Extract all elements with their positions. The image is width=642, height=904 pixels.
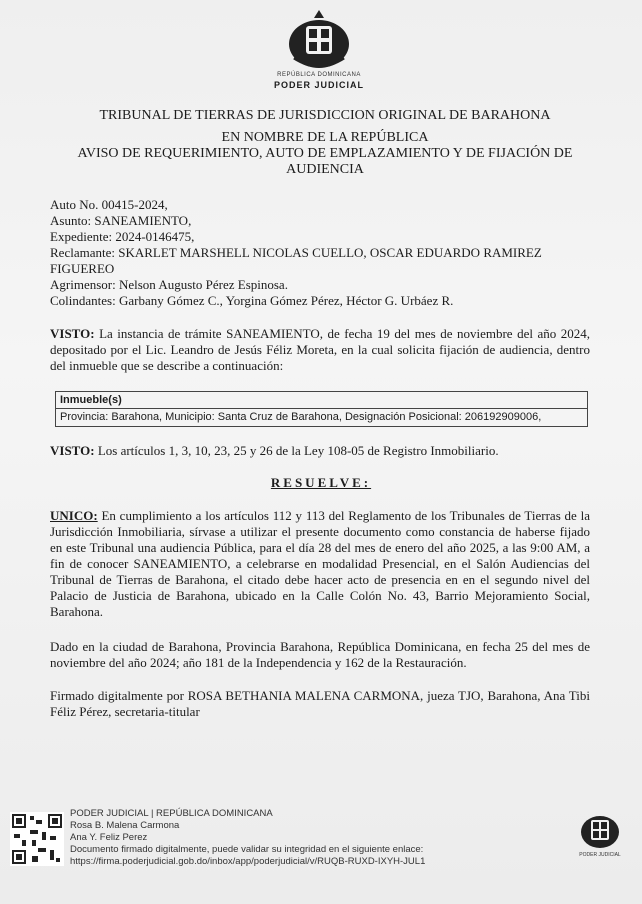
- footer-seal-label: PODER JUDICIAL: [579, 852, 621, 858]
- inmueble-row: Provincia: Barahona, Municipio: Santa Cruz de Barahona, Designación Posicional: 206192909006,: [60, 411, 542, 423]
- heading-line-2: AVISO DE REQUERIMIENTO, AUTO DE EMPLAZAMIENTO Y DE FIJACIÓN DE: [77, 146, 573, 161]
- resuelve-heading: RESUELVE:: [270, 475, 372, 490]
- visto-label: VISTO:: [50, 443, 95, 458]
- visto-label: VISTO:: [50, 326, 95, 341]
- footer-validation-link[interactable]: https://firma.poderjudicial.gob.do/inbox/app/poderjudicial/v/RUQB-RUXD-IXYH-JUL1: [70, 856, 426, 867]
- inmueble-table: [55, 391, 588, 427]
- heading-line-1: EN NOMBRE DE LA REPÚBLICA: [221, 130, 429, 145]
- coat-of-arms-icon: [578, 810, 622, 850]
- org-country: REPÚBLICA DOMINICANA: [277, 72, 361, 78]
- footer-org: PODER JUDICIAL | REPÚBLICA DOMINICANA: [70, 808, 273, 819]
- visto-paragraph-2: [50, 443, 590, 459]
- coat-of-arms-icon: [284, 8, 354, 72]
- asunto: Asunto: SANEAMIENTO,: [50, 213, 192, 228]
- signature-footer: [10, 808, 632, 888]
- firmado-paragraph: Firmado digitalmente por ROSA BETHANIA MALENA CARMONA, jueza TJO, Barahona, Ana Tibi Féliz Pérez, secretaria-titular: [50, 688, 590, 719]
- footer-text: [70, 808, 540, 868]
- tribunal-title: TRIBUNAL DE TIERRAS DE JURISDICCION ORIGINAL DE BARAHONA: [99, 108, 551, 123]
- case-metadata: [50, 197, 620, 309]
- expediente: Expediente: 2024-0146475,: [50, 229, 195, 244]
- unico-text: En cumplimiento a los artículos 112 y 113 del Reglamento de los Tribunales de Tierras de la Jurisdicción Inmobiliaria, sírvase a utilizar el presente documento como constancia de haberse fijado en este Tribunal una audiencia Pública, para el día 28 del mes de enero del año 2025, a las 9:00 AM, a fin de conocer SANEAMIENTO, a celebrarse en modalidad Presencial, en el Salón Audiencias del Tribunal de Tierras de Barahona, el citado debe hacer acto de presencia en en el segundo nivel del Palacio de Justicia de Barahona, ubicado en la Calle Colón No. 43, Barrio Mejoramiento Social, Barahona.: [50, 508, 590, 619]
- agrimensor: Agrimensor: Nelson Augusto Pérez Espinosa.: [50, 277, 288, 292]
- unico-label: UNICO:: [50, 508, 98, 523]
- footer-signer-2: Ana Y. Feliz Perez: [70, 832, 148, 843]
- visto-text: La instancia de trámite SANEAMIENTO, de fecha 19 del mes de noviembre del año 2024, depositado por el Lic. Leandro de Jesús Féliz Moreta, en la cual solicita fijación de audiencia, dentro del inmueble que se describe a continuación:: [50, 326, 590, 373]
- document-heading: [40, 130, 610, 178]
- reclamante: Reclamante: SKARLET MARSHELL NICOLAS CUELLO, OSCAR EDUARDO RAMIREZ FIGUEREO: [50, 245, 542, 276]
- colindantes: Colindantes: Garbany Gómez C., Yorgina Gómez Pérez, Héctor G. Urbáez R.: [50, 293, 454, 308]
- org-name: PODER JUDICIAL: [273, 80, 364, 90]
- unico-paragraph: [50, 508, 590, 620]
- visto-paragraph-1: [50, 326, 590, 374]
- heading-line-3: AUDIENCIA: [286, 162, 364, 177]
- footer-signer-1: Rosa B. Malena Carmona: [70, 820, 180, 831]
- qr-code-icon[interactable]: [10, 812, 64, 866]
- footer-validation-note: Documento firmado digitalmente, puede validar su integridad en el siguiente enlace:: [70, 844, 424, 855]
- dado-paragraph: Dado en la ciudad de Barahona, Provincia Barahona, República Dominicana, en fecha 25 del mes de noviembre del año 2024; año 181 de la Independencia y 162 de la Restauración.: [50, 639, 590, 670]
- auto-number: Auto No. 00415-2024,: [50, 197, 168, 212]
- visto-text: Los artículos 1, 3, 10, 23, 25 y 26 de la Ley 108-05 de Registro Inmobiliario.: [94, 443, 499, 458]
- inmueble-header: Inmueble(s): [56, 392, 587, 409]
